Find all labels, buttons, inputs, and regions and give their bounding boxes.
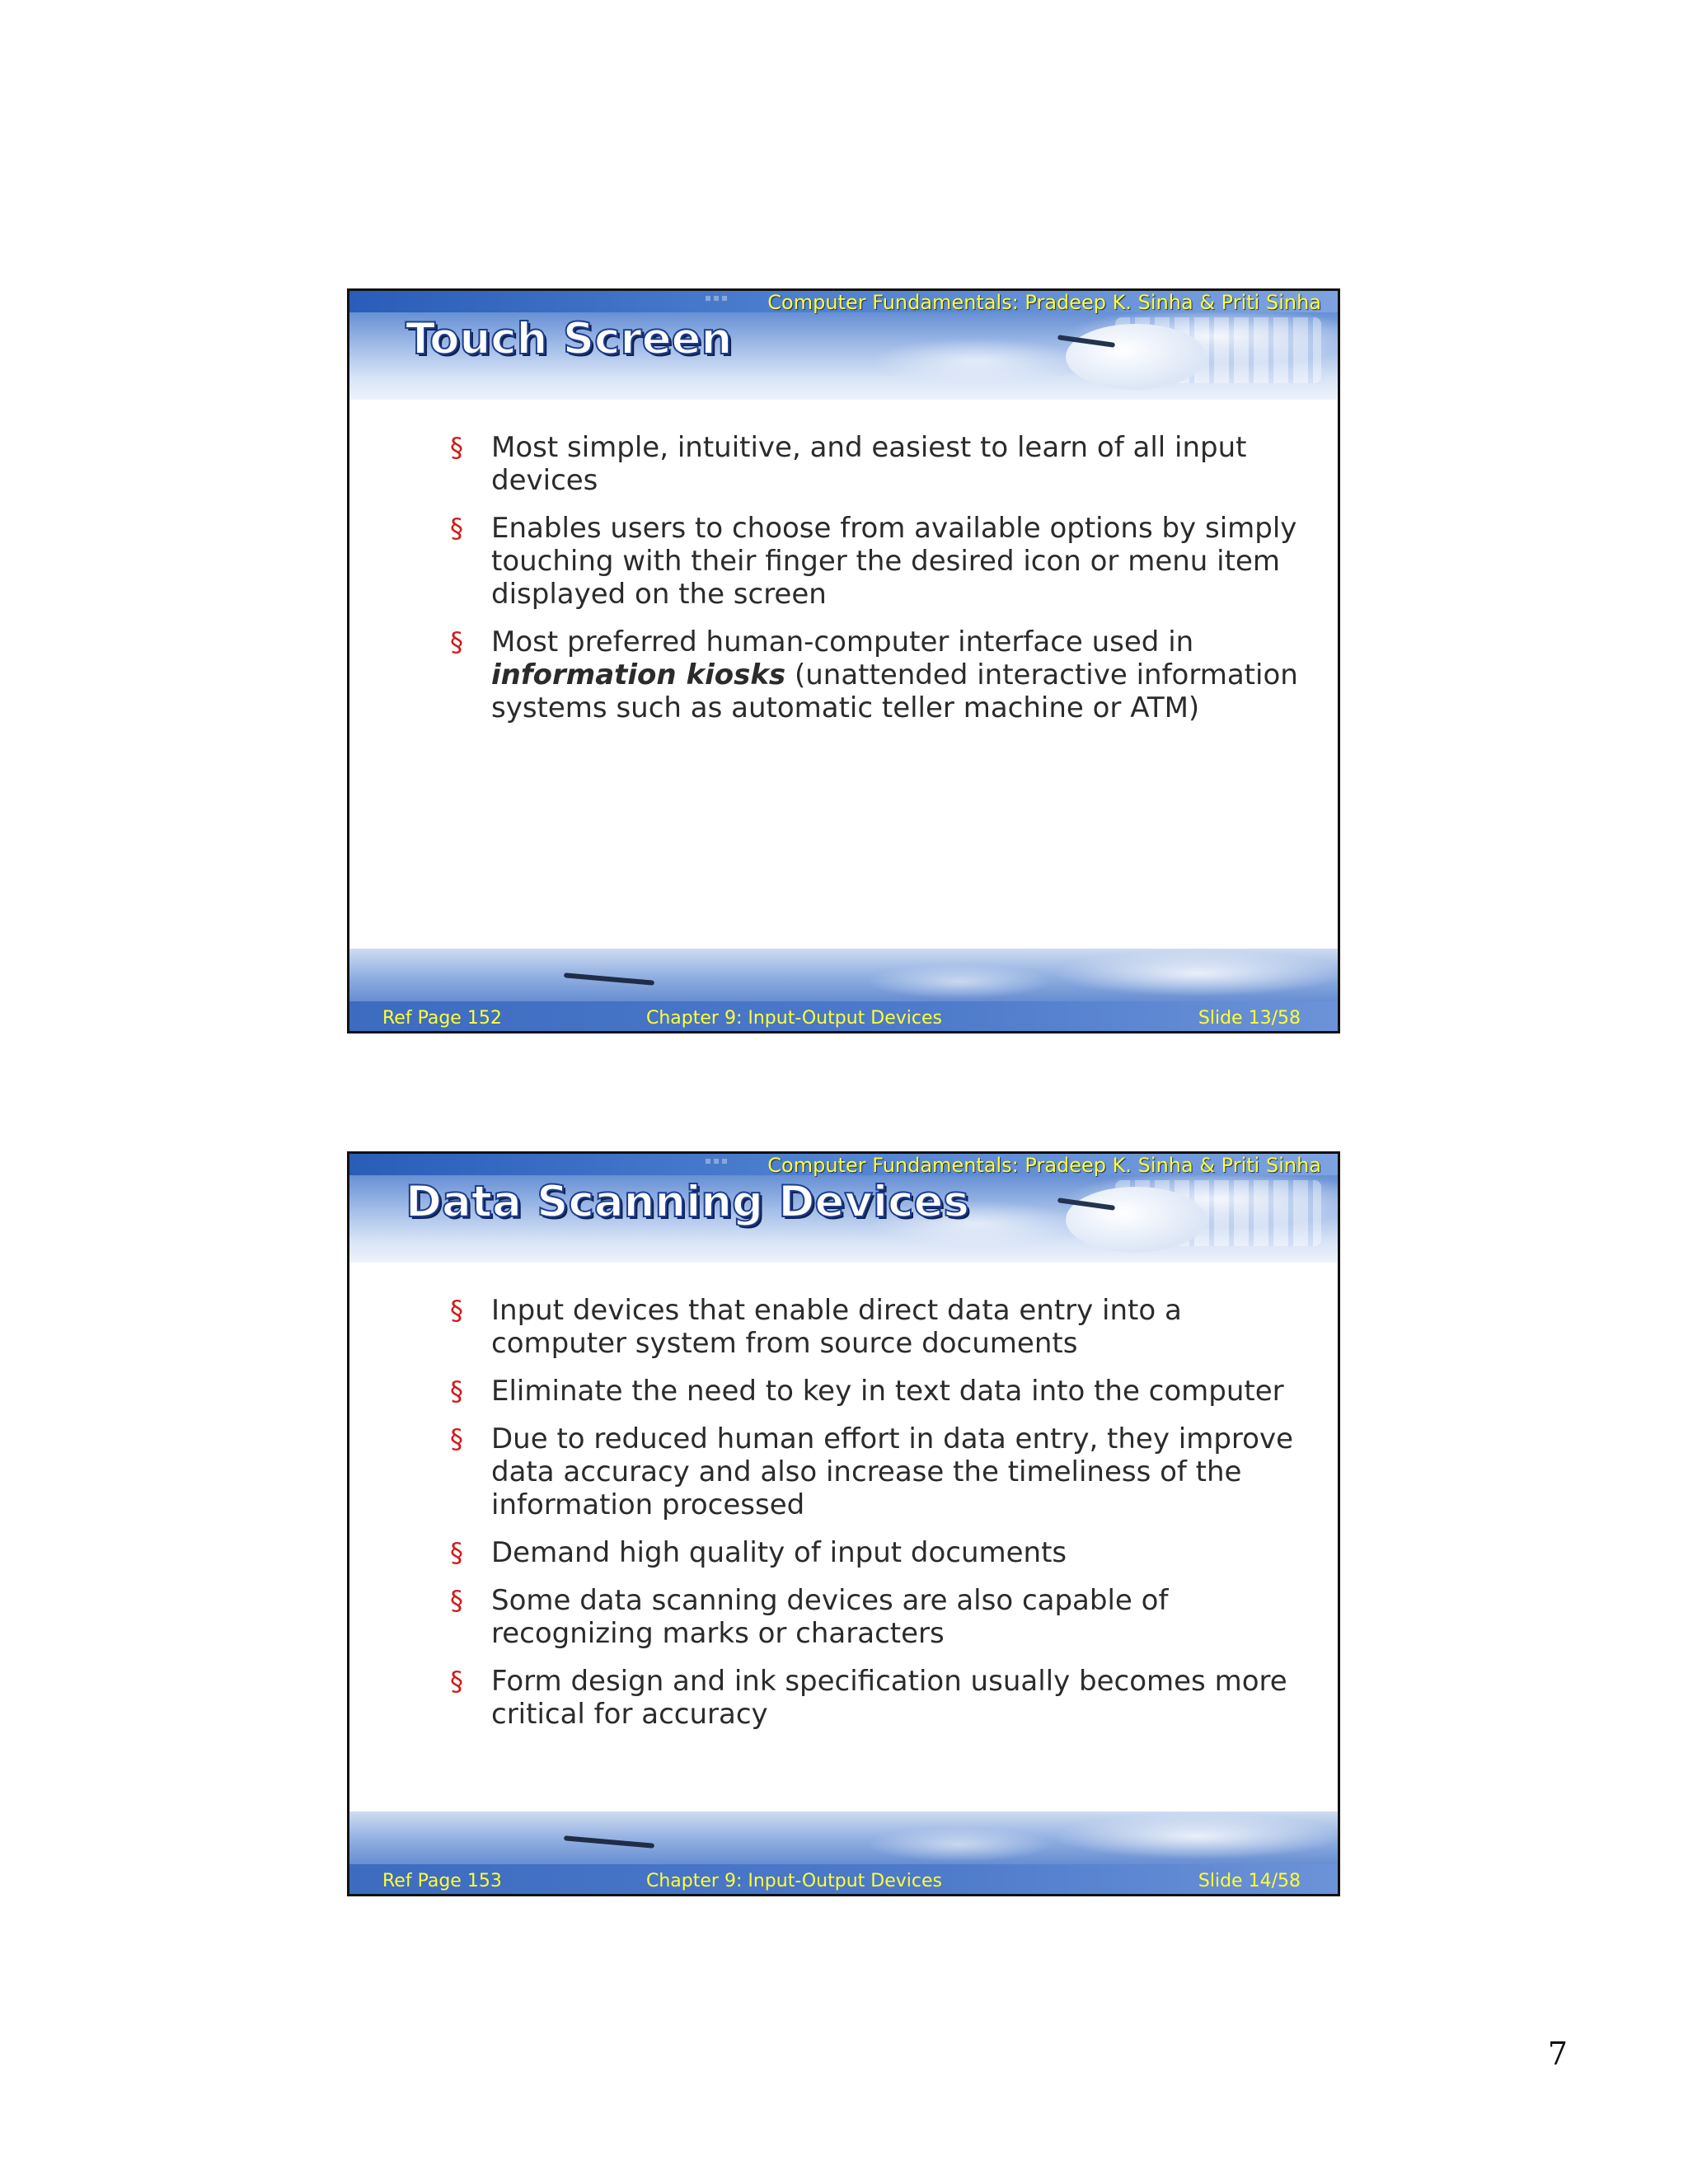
footer-slide-number: Slide 13/58 bbox=[1198, 1008, 1301, 1029]
slide-data-scanning-devices bbox=[347, 1151, 1340, 1896]
footer-cable-image bbox=[564, 972, 654, 986]
section-bullet-icon: § bbox=[450, 513, 463, 544]
section-bullet-icon: § bbox=[450, 1666, 463, 1697]
bullet-item bbox=[450, 512, 1324, 611]
footer-chapter: Chapter 9: Input-Output Devices bbox=[646, 1008, 942, 1029]
bullet-text: Input devices that enable direct data entry into a computer system from source documents bbox=[491, 1294, 1182, 1360]
decorative-dots bbox=[706, 1159, 727, 1164]
section-bullet-icon: § bbox=[450, 1376, 463, 1407]
bullet-item bbox=[450, 431, 1324, 497]
slide-title: Data Scanning Devices bbox=[406, 1177, 969, 1227]
footer-ref-page: Ref Page 153 bbox=[382, 1871, 502, 1891]
slide-touch-screen bbox=[347, 288, 1340, 1033]
section-bullet-icon: § bbox=[450, 1295, 463, 1326]
page-number: 7 bbox=[1547, 2036, 1568, 2072]
bullet-text: Demand high quality of input documents bbox=[491, 1536, 1067, 1569]
slide-title: Touch Screen bbox=[406, 314, 733, 364]
bullet-emphasis: information kiosks bbox=[491, 658, 786, 691]
section-bullet-icon: § bbox=[450, 1537, 463, 1568]
slide-credit: Computer Fundamentals: Pradeep K. Sinha & Priti Sinha bbox=[767, 291, 1321, 314]
bullet-list bbox=[450, 1294, 1324, 1746]
footer-ref-page: Ref Page 152 bbox=[382, 1008, 502, 1029]
bullet-text: Due to reduced human effort in data entry, they improve data accuracy and also increase the timeliness of the information processed bbox=[491, 1422, 1294, 1521]
mouse-image bbox=[1066, 1187, 1206, 1253]
slide-header bbox=[349, 291, 1338, 400]
decorative-dots bbox=[706, 296, 727, 301]
footer-chapter: Chapter 9: Input-Output Devices bbox=[646, 1871, 942, 1891]
bullet-item bbox=[450, 1375, 1324, 1408]
bullet-list bbox=[450, 431, 1324, 739]
bullet-text: Form design and ink specification usually becomes more critical for accuracy bbox=[491, 1665, 1287, 1731]
bullet-text-prefix: Most preferred human-computer interface used in bbox=[491, 626, 1194, 658]
section-bullet-icon: § bbox=[450, 432, 463, 463]
slide-footer bbox=[349, 949, 1338, 1031]
slide-credit: Computer Fundamentals: Pradeep K. Sinha & Priti Sinha bbox=[767, 1154, 1321, 1177]
bullet-text: Eliminate the need to key in text data into the computer bbox=[491, 1375, 1284, 1408]
bullet-item bbox=[450, 1584, 1324, 1650]
slide-header bbox=[349, 1154, 1338, 1263]
bullet-item bbox=[450, 626, 1324, 724]
bullet-item bbox=[450, 1422, 1324, 1521]
footer-cable-image bbox=[564, 1835, 654, 1849]
section-bullet-icon: § bbox=[450, 1585, 463, 1616]
bullet-item bbox=[450, 1294, 1324, 1360]
bullet-text: Enables users to choose from available options by simply touching with their finger the desired icon or menu item displayed on the screen bbox=[491, 512, 1297, 611]
bullet-text: Most simple, intuitive, and easiest to learn of all input devices bbox=[491, 431, 1247, 497]
section-bullet-icon: § bbox=[450, 626, 463, 658]
bullet-text: Some data scanning devices are also capable of recognizing marks or characters bbox=[491, 1584, 1169, 1650]
section-bullet-icon: § bbox=[450, 1423, 463, 1455]
bullet-item bbox=[450, 1665, 1324, 1731]
slide-footer bbox=[349, 1811, 1338, 1894]
mouse-image bbox=[1066, 324, 1206, 390]
footer-slide-number: Slide 14/58 bbox=[1198, 1871, 1301, 1891]
bullet-text-suffix: (unattended interactive information systems such as automatic teller machine or ATM) bbox=[491, 658, 1298, 724]
bullet-item bbox=[450, 1536, 1324, 1569]
